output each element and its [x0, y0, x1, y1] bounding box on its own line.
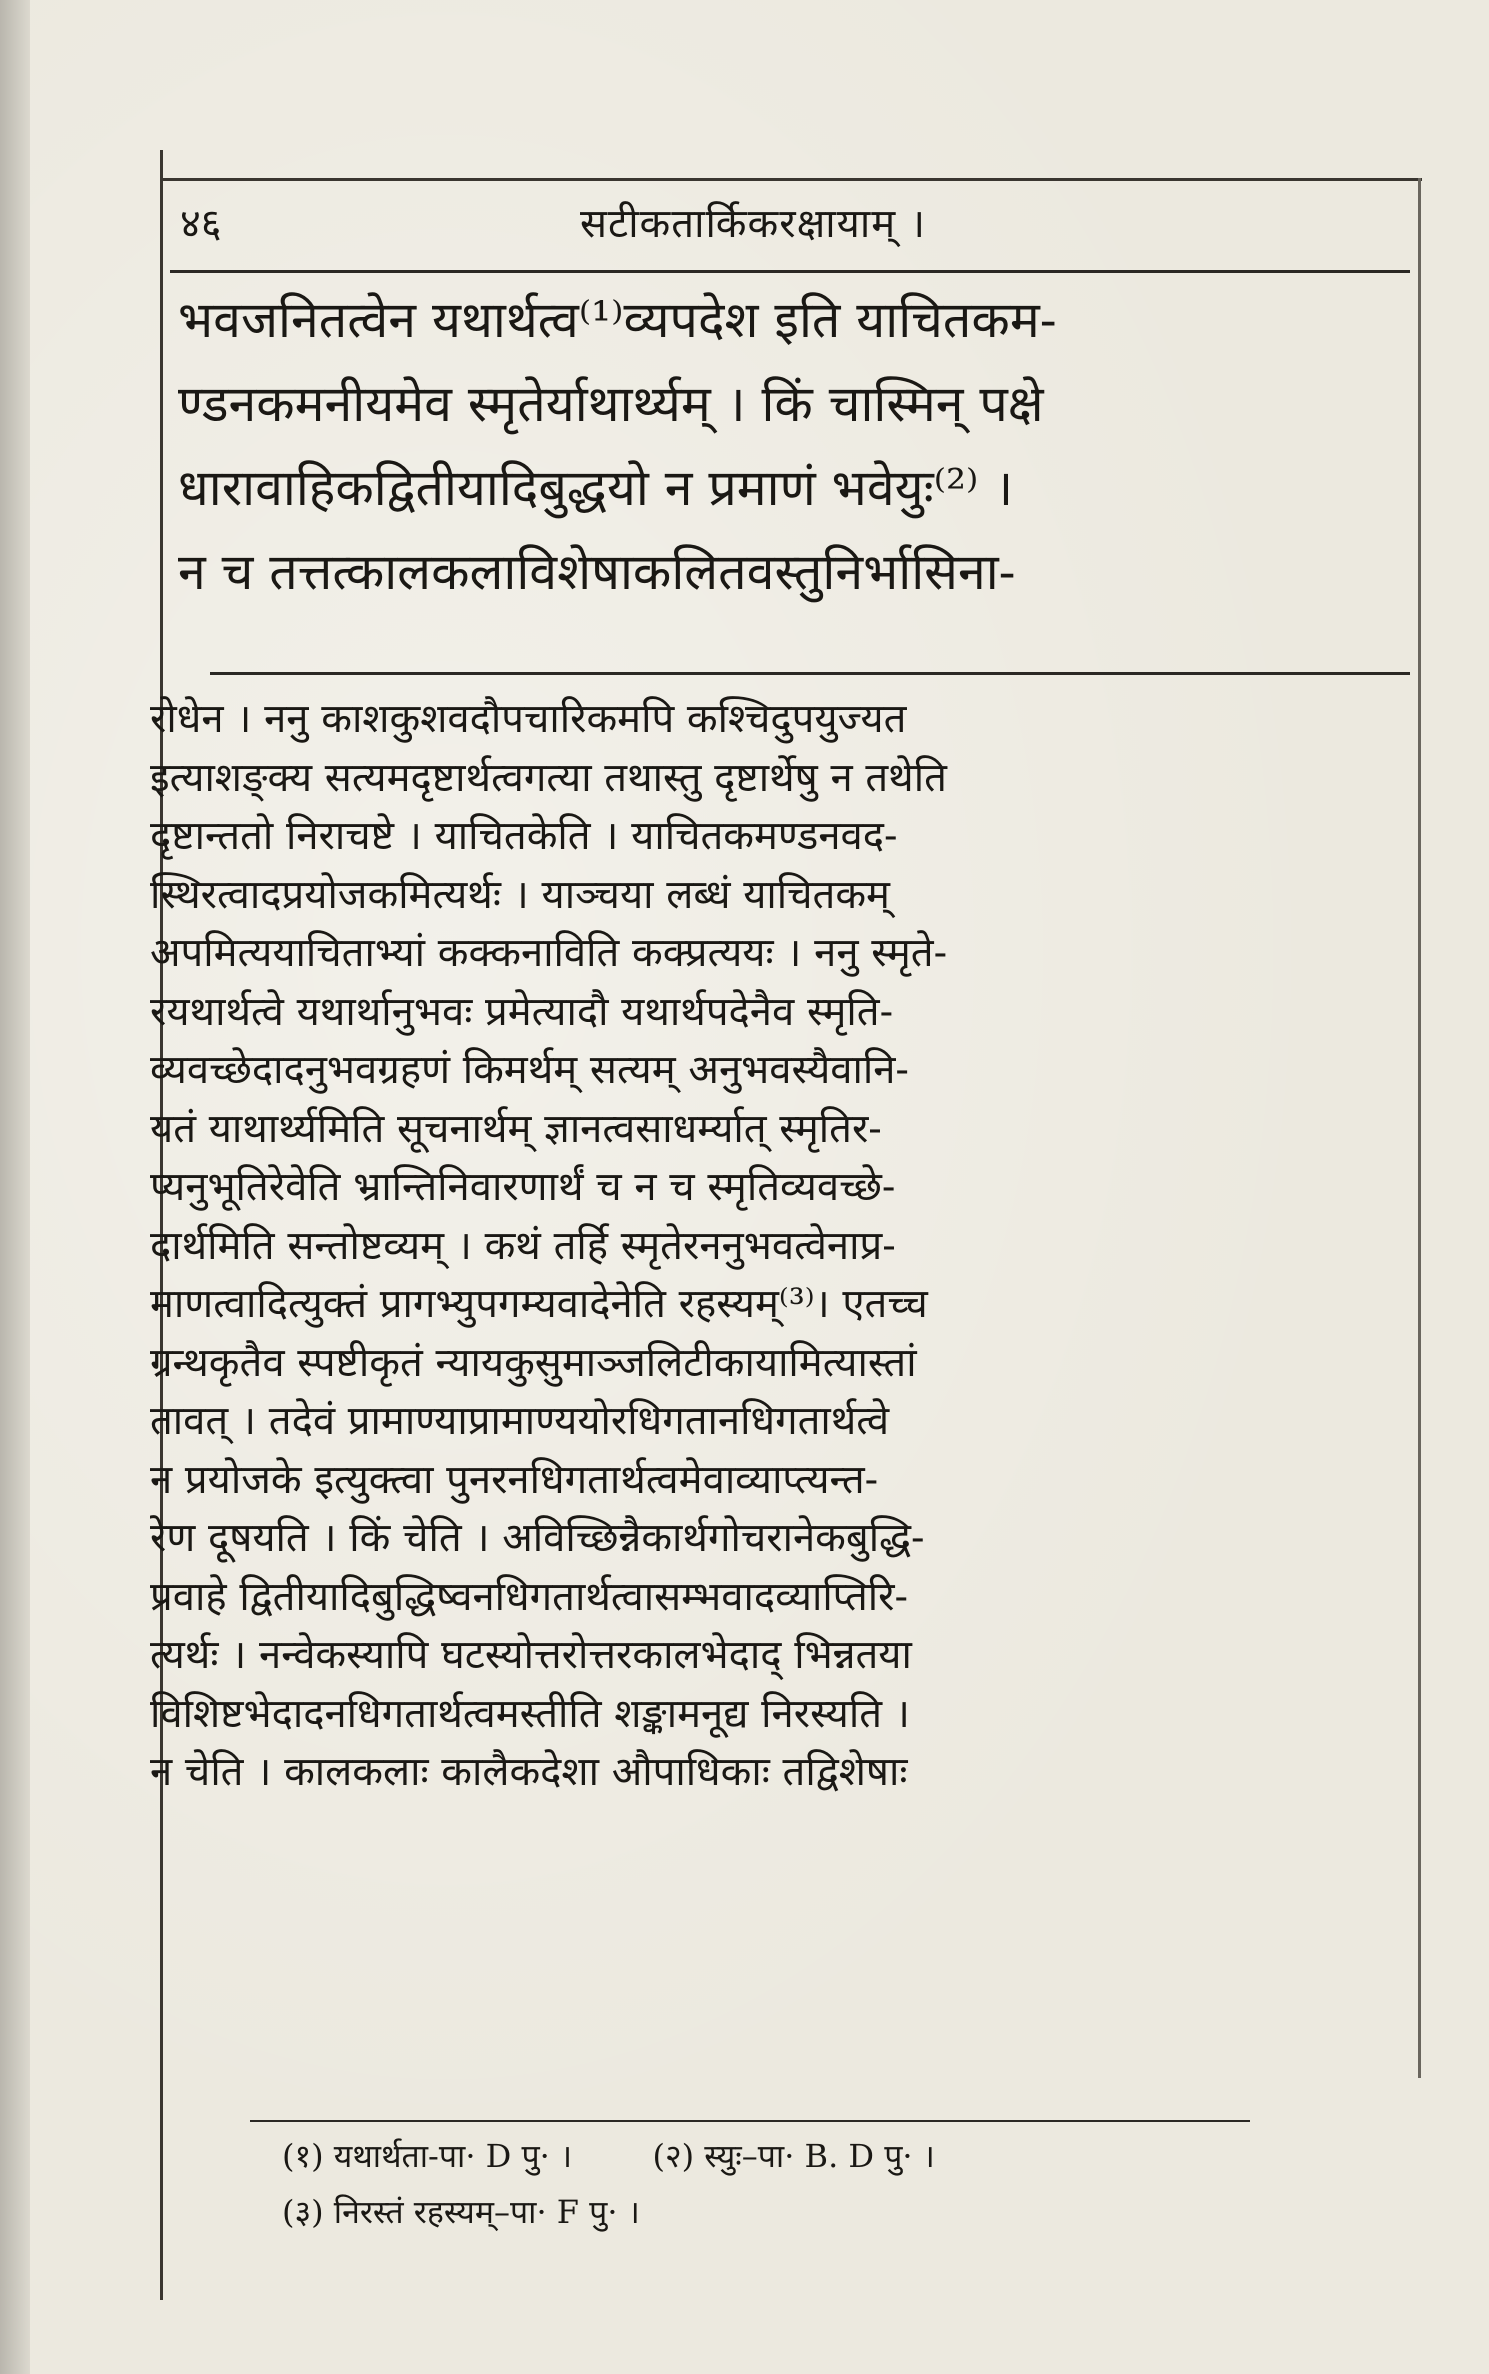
- commentary-line: स्थिरत्वादप्रयोजकमित्यर्थः । याञ्चया लब्धं याचितकम्: [150, 871, 890, 918]
- main-text-block: [178, 278, 1410, 614]
- commentary-line: रयथार्थत्वे यथार्थानुभवः प्रमेत्यादौ यथार्थपदेनैव स्मृति-: [150, 988, 894, 1035]
- header-rule: [170, 270, 1410, 273]
- footnote-3: (३) निरस्तं रहस्यम्–पा· F पु· ।: [282, 2193, 640, 2231]
- commentary-block: [150, 690, 1412, 1802]
- footnote-2: (२) स्युः–पा· B. D पु· ।: [652, 2137, 935, 2175]
- footnote-rule: [250, 2120, 1250, 2122]
- commentary-line: रेण दूषयति । किं चेति । अविच्छिन्नैकार्थगोचरानेकबुद्धि-: [150, 1515, 925, 1561]
- commentary-line: तावत् । तदेवं प्रामाण्याप्रामाण्ययोरधिगतानधिगतार्थत्वे: [150, 1398, 890, 1444]
- main-text-line: ण्डनकमनीयमेव स्मृतेर्याथार्थ्यम् । किं चास्मिन् पक्षे: [178, 375, 1044, 433]
- frame-top-rule: [160, 178, 1422, 181]
- text-commentary-divider: [210, 672, 1410, 675]
- page-number: ४६: [180, 201, 222, 247]
- commentary-line: प्यनुभूतिरेवेति भ्रान्तिनिवारणार्थं च न च स्मृतिव्यवच्छे-: [150, 1164, 896, 1210]
- commentary-line: न प्रयोजके इत्युक्त्वा पुनरनधिगतार्थत्वमेवाव्याप्त्यन्त-: [150, 1456, 879, 1503]
- footnote-row: [282, 2184, 1382, 2240]
- binding-gutter: [0, 0, 30, 2374]
- commentary-line: विशिष्टभेदादनधिगतार्थत्वमस्तीति शङ्कामनूद्य निरस्यति ।: [150, 1690, 910, 1737]
- commentary-line: दार्थमिति सन्तोष्टव्यम् । कथं तर्हि स्मृतेरननुभवत्वेनाप्र-: [150, 1222, 896, 1269]
- commentary-line: न चेति । कालकलाः कालैकदेशा औपाधिकाः तद्विशेषाः: [150, 1749, 908, 1795]
- footnotes-block: [282, 2128, 1382, 2240]
- running-title: सटीकतार्किकरक्षायाम् ।: [580, 201, 926, 247]
- running-head: [180, 194, 1400, 254]
- main-text-line: भवजनितत्वेन यथार्थत्व⁽¹⁾व्यपदेश इति याचितकम-: [178, 291, 1057, 349]
- footnote-1: (१) यथार्थता-पा· D पु· ।: [282, 2137, 573, 2175]
- commentary-line: दृष्टान्ततो निराचष्टे । याचितकेति । याचितकमण्डनवद-: [150, 813, 898, 859]
- commentary-line: माणत्वादित्युक्तं प्रागभ्युपगम्यवादेनेति रहस्यम्⁽³⁾। एतच्च: [150, 1281, 928, 1327]
- footnote-row: [282, 2128, 1382, 2184]
- commentary-line: व्यवच्छेदादनुभवग्रहणं किमर्थम् सत्यम् अनुभवस्यैवानि-: [150, 1047, 909, 1093]
- commentary-line: अपमित्ययाचिताभ्यां कक्कनाविति कक्प्रत्ययः । ननु स्मृते-: [150, 930, 948, 976]
- commentary-line: प्रवाहे द्वितीयादिबुद्धिष्वनधिगतार्थत्वासम्भवादव्याप्तिरि-: [150, 1573, 909, 1620]
- main-text-line: धारावाहिकद्वितीयादिबुद्धयो न प्रमाणं भवेयुः⁽²⁾ ।: [178, 459, 1014, 517]
- frame-right-rule: [1418, 178, 1421, 2078]
- commentary-line: यतं याथार्थ्यमिति सूचनार्थम् ज्ञानत्वसाधर्म्यात् स्मृतिर-: [150, 1105, 882, 1152]
- commentary-line: रोधेन । ननु काशकुशवदौपचारिकमपि कश्चिदुपयुज्यत: [150, 696, 907, 742]
- commentary-line: इत्याशङ्क्य सत्यमदृष्टार्थत्वगत्या तथास्तु दृष्टार्थेषु न तथेति: [150, 754, 947, 801]
- main-text-line: न च तत्तत्कालकलाविशेषाकलितवस्तुनिर्भासिना-: [178, 543, 1016, 601]
- commentary-line: ग्रन्थकृतैव स्पष्टीकृतं न्यायकुसुमाञ्जलिटीकायामित्यास्तां: [150, 1339, 917, 1386]
- commentary-line: त्यर्थः । नन्वेकस्यापि घटस्योत्तरोत्तरकालभेदाद् भिन्नतया: [150, 1632, 912, 1678]
